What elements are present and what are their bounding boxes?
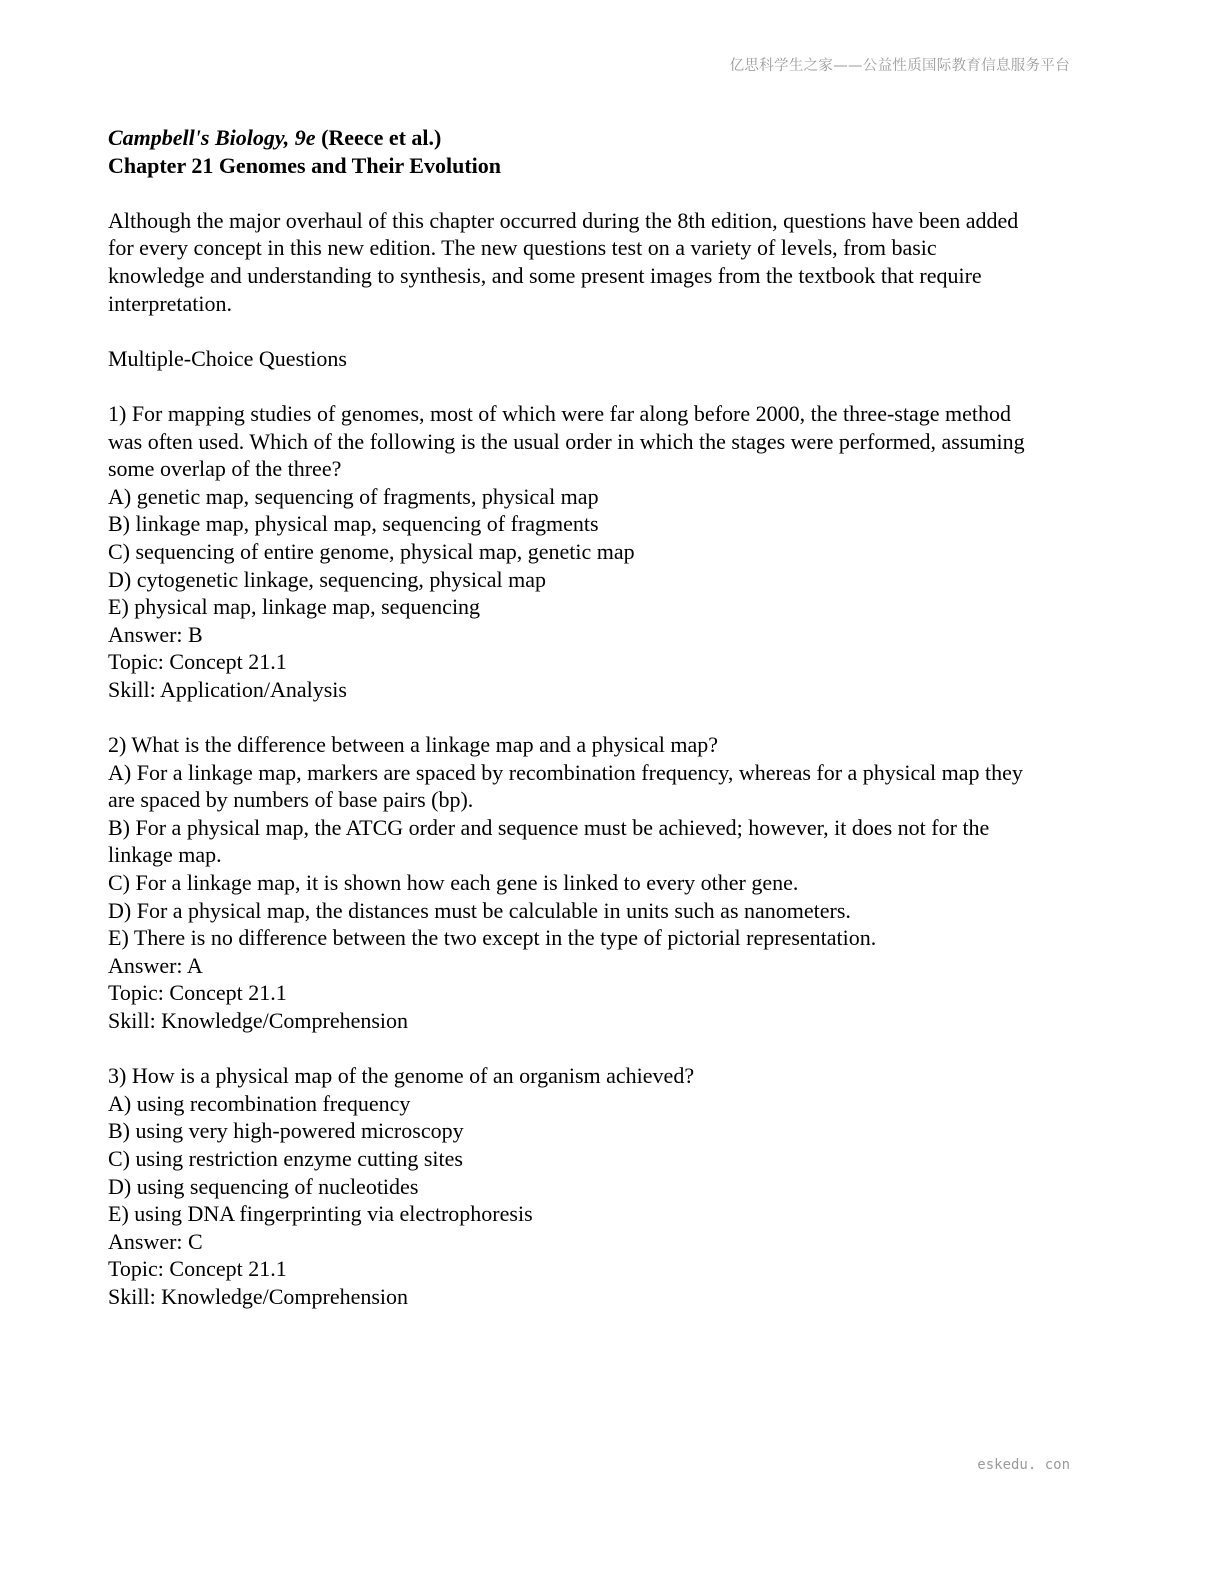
answer-option: E) There is no difference between the two except in the type of pictorial representation.: [108, 925, 877, 951]
book-authors: (Reece et al.): [315, 125, 442, 150]
document-body: [108, 124, 1108, 1311]
skill-label: Skill: Application/Analysis: [108, 676, 347, 702]
topic-label: Topic: Concept 21.1: [108, 980, 287, 1006]
answer-option: E) physical map, linkage map, sequencing: [108, 594, 481, 620]
footer-watermark: eskedu. con: [977, 1457, 1070, 1473]
answer-option: D) For a physical map, the distances must be calculable in units such as nanometers.: [108, 897, 851, 923]
answer-option: linkage map.: [108, 842, 222, 868]
intro-line: for every concept in this new edition. The new questions test on a variety of levels, from basic: [108, 235, 937, 261]
skill-label: Skill: Knowledge/Comprehension: [108, 1283, 409, 1309]
answer-key: Answer: A: [108, 952, 203, 978]
topic-label: Topic: Concept 21.1: [108, 1256, 287, 1282]
skill-label: Skill: Knowledge/Comprehension: [108, 1008, 409, 1033]
question-1: [108, 400, 1108, 704]
header-watermark: 亿思科学生之家——公益性质国际教育信息服务平台: [729, 58, 1070, 74]
answer-option: C) sequencing of entire genome, physical map, genetic map: [108, 538, 635, 564]
chapter-title: Chapter 21 Genomes and Their Evolution: [108, 152, 502, 178]
section-heading: Multiple-Choice Questions: [108, 345, 347, 371]
intro-line: knowledge and understanding to synthesis, and some present images from the textbook that require: [108, 262, 982, 288]
answer-option: D) cytogenetic linkage, sequencing, physical map: [108, 566, 547, 592]
answer-option: C) using restriction enzyme cutting sites: [108, 1145, 463, 1171]
question-stem: was often used. Which of the following is the usual order in which the stages were performed, assuming: [108, 428, 1025, 454]
answer-key: Answer: B: [108, 621, 203, 647]
answer-option: A) genetic map, sequencing of fragments, physical map: [108, 483, 599, 509]
intro-line: interpretation.: [108, 290, 233, 316]
answer-option: D) using sequencing of nucleotides: [108, 1173, 419, 1199]
answer-option: B) using very high-powered microscopy: [108, 1118, 464, 1144]
answer-option: B) linkage map, physical map, sequencing of fragments: [108, 511, 599, 537]
intro-paragraph: [108, 207, 1108, 317]
question-3: [108, 1062, 1108, 1310]
book-title-line: [108, 124, 1108, 152]
answer-option: B) For a physical map, the ATCG order and sequence must be achieved; however, it does not for the: [108, 814, 990, 840]
answer-option: C) For a linkage map, it is shown how each gene is linked to every other gene.: [108, 870, 799, 896]
answer-option: E) using DNA fingerprinting via electrophoresis: [108, 1201, 533, 1227]
question-stem: 2) What is the difference between a linkage map and a physical map?: [108, 732, 719, 758]
answer-option: A) using recombination frequency: [108, 1090, 411, 1116]
question-stem: 3) How is a physical map of the genome of an organism achieved?: [108, 1063, 695, 1089]
answer-option: A) For a linkage map, markers are spaced by recombination frequency, whereas for a physical map they: [108, 759, 1023, 785]
topic-label: Topic: Concept 21.1: [108, 649, 287, 675]
question-2: [108, 731, 1108, 1035]
intro-line: Although the major overhaul of this chapter occurred during the 8th edition, questions have been added: [108, 207, 1019, 233]
question-stem: some overlap of the three?: [108, 456, 342, 482]
question-stem: 1) For mapping studies of genomes, most of which were far along before 2000, the three-stage method: [108, 400, 1011, 426]
book-title: Campbell's Biology, 9e: [108, 125, 316, 150]
answer-option: are spaced by numbers of base pairs (bp).: [108, 787, 474, 813]
answer-key: Answer: C: [108, 1228, 203, 1254]
